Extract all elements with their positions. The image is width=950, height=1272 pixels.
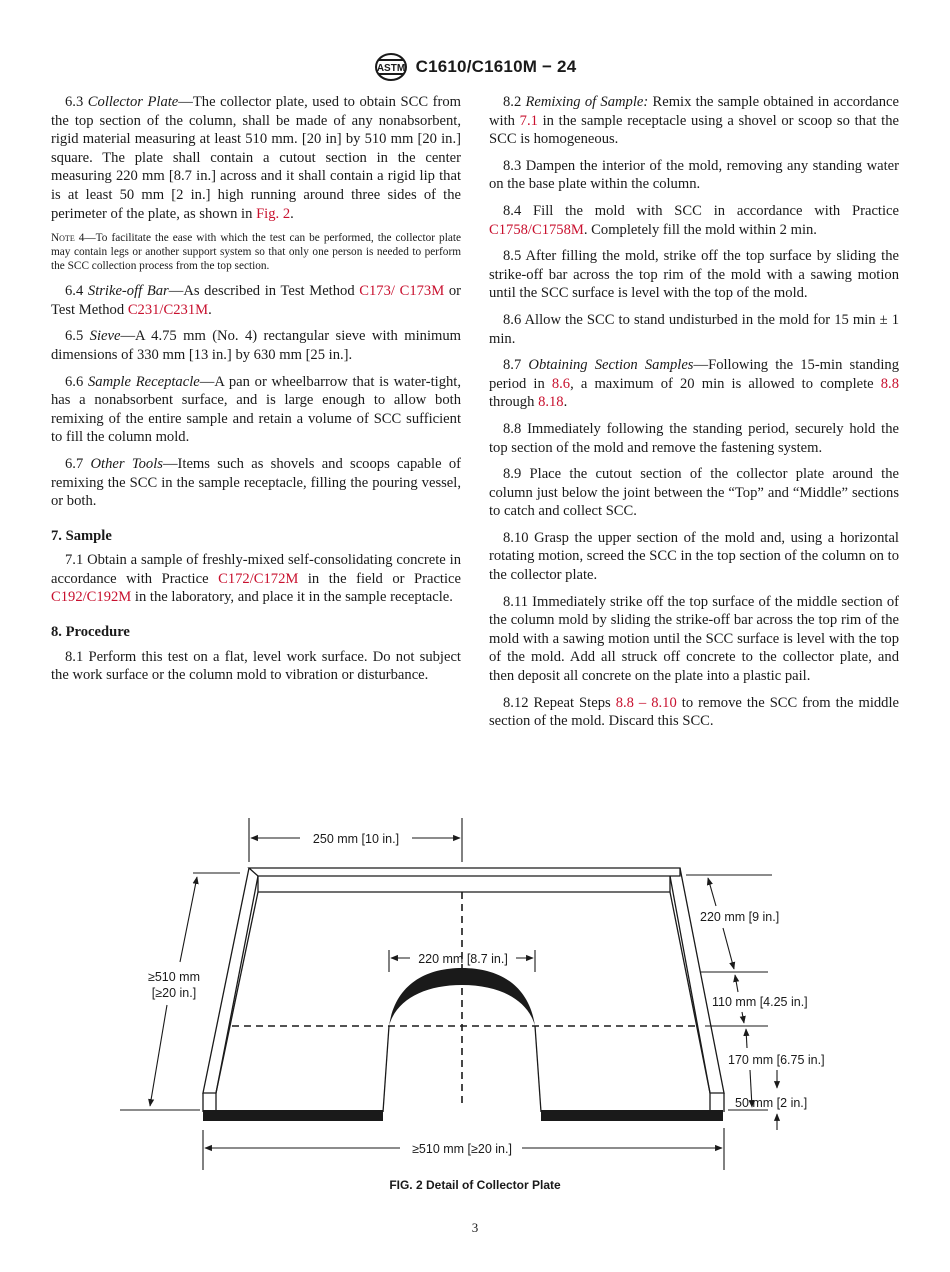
section-6-3: 6.3 Collector Plate—The collector plate, used to obtain SCC from the top section of the column, shall be made of any nonabsorbent, rigid material measuring at least 510 mm. [20 in] by 510 mm [20 in.] square. The plate shall contain a cutout section in the center measuring 220 mm [8.7 in.] across and it shall contain a rigid lip that is at least 50 mm [2 in.] high running around three sides of the perimeter of the plate, as shown in Fig. 2. <box>51 94 462 222</box>
section-6-6: 6.6 Sample Receptacle—A pan or wheelbarrow that is water-tight, has a nonabsorbent surface, and is large enough to allow both remixing of the entire sample and retain a volume of SCC sufficient to fill the column mold. <box>51 373 461 446</box>
c173-link[interactable]: C173/ C173M <box>359 283 445 300</box>
ref-8-8-8-10-link[interactable]: 8.8 – 8.10 <box>615 694 677 711</box>
astm-logo-icon <box>374 52 408 82</box>
left-column <box>51 93 461 693</box>
section-8-7: 8.7 Obtaining Section Samples—Following the 15-min standing period in 8.6, a maximum of 20 min is allowed to complete 8.8 through 8.18. <box>489 357 899 411</box>
c231-link[interactable]: C231/C231M <box>127 301 209 318</box>
section-6-4: 6.4 Strike-off Bar—As described in Test Method C173/ C173M or Test Method C231/C231M. <box>51 283 461 318</box>
dim-50: 50 mm [2 in.] <box>735 1096 808 1110</box>
c172-link[interactable]: C172/C172M <box>218 570 299 587</box>
section-8-2: 8.2 Remixing of Sample: Remix the sample obtained in accordance with 7.1 in the sample receptacle using a shovel or scoop so that the SCC is homogeneous. <box>489 94 900 148</box>
heading-sample: 7. Sample <box>51 527 112 544</box>
plate-left-lip <box>203 868 258 1093</box>
section-8-4: 8.4 Fill the mold with SCC in accordance with Practice C1758/C1758M. Completely fill the mold within 2 min. <box>489 202 899 238</box>
plate-front-right <box>541 1110 723 1121</box>
section-8-11: 8.11 Immediately strike off the top surface of the middle section of the column mold by sliding the strike-off bar across the top rim of the mold with a sawing motion until the SCC surface is level with the top of the mold. Add all struck off concrete to the collector plate, and then deposit all concrete on the plate into a plastic pail. <box>489 593 899 685</box>
dim-220-right: 220 mm [9 in.] <box>700 910 780 924</box>
ref-8-6-link[interactable]: 8.6 <box>551 375 571 392</box>
plate-back-rim <box>249 868 680 876</box>
section-8-8: 8.8 Immediately following the standing period, securely hold the top section of the mold and remove the fastening system. <box>489 420 899 456</box>
section-8-12: 8.12 Repeat Steps 8.8 – 8.10 to remove the SCC from the middle section of the mold. Discard this SCC. <box>489 694 900 730</box>
svg-text:ASTM: ASTM <box>376 63 405 74</box>
dim-510-b: [≥20 in.] <box>151 986 197 1000</box>
section-8-10: 8.10 Grasp the upper section of the mold and, using a horizontal rotating motion, screed the SCC in the top section of the column on to the collector plate. <box>489 529 899 584</box>
plate-front-left <box>203 1110 383 1121</box>
c1758-link[interactable]: C1758/C1758M <box>489 221 584 238</box>
figure-caption: FIG. 2 Detail of Collector Plate <box>389 1178 561 1192</box>
page-header <box>0 52 950 87</box>
document-id: C1610/C1610M − 24 <box>415 57 577 76</box>
right-column <box>489 93 899 739</box>
ref-7-1-link[interactable]: 7.1 <box>519 112 538 129</box>
dim-170: 170 mm [6.75 in.] <box>728 1053 825 1067</box>
plate-right-lip <box>670 868 724 1093</box>
ref-8-8-link[interactable]: 8.8 <box>880 375 899 392</box>
section-8-6: 8.6 Allow the SCC to stand undisturbed in the mold for 15 min ± 1 min. <box>489 311 899 347</box>
dim-220: 220 mm [8.7 in.] <box>418 952 508 966</box>
dim-110: 110 mm [4.25 in.] <box>712 995 808 1009</box>
heading-procedure: 8. Procedure <box>51 624 130 641</box>
section-8-5: 8.5 After filling the mold, strike off the top surface by sliding the strike-off bar across the top rim of the mold with a sawing motion until the SCC surface is level with the top of the mold. <box>489 248 899 302</box>
section-8-9: 8.9 Place the cutout section of the collector plate around the column just below the joint between the “Top” and “Middle” sections to catch and collect SCC. <box>489 466 899 520</box>
ref-8-18-link[interactable]: 8.18 <box>538 394 564 411</box>
page-number: 3 <box>471 1220 479 1235</box>
section-7-1: 7.1 Obtain a sample of freshly-mixed self-consolidating concrete in accordance with Practice C172/C172M in the field or Practice C192/C192M in the laboratory, and place it in the sample receptacle. <box>51 552 461 606</box>
fig2-link[interactable]: Fig. 2 <box>256 205 291 222</box>
dim-250: 250 mm [10 in.] <box>312 832 400 846</box>
dim-510-width: ≥510 mm [≥20 in.] <box>412 1142 512 1156</box>
c192-link[interactable]: C192/C192M <box>51 589 132 606</box>
section-8-1: 8.1 Perform this test on a flat, level work surface. Do not subject the work surface or the column mold to vibration or disturbance. <box>51 648 461 684</box>
note-4: Note 4—To facilitate the ease with which the test can be performed, the collector plate may contain legs or another support system so that only one person is needed to perform the SCC collection process from the top section. <box>51 232 461 273</box>
section-6-5: 6.5 Sieve—A 4.75 mm (No. 4) rectangular sieve with minimum dimensions of 330 mm [13 in.] by 630 mm [25 in.]. <box>51 328 461 363</box>
section-8-3: 8.3 Dampen the interior of the mold, removing any standing water on the base plate within the column. <box>489 157 899 193</box>
collector-plate-diagram <box>0 806 950 1196</box>
section-6-7: 6.7 Other Tools—Items such as shovels and scoops capable of remixing the SCC in the sample receptacle, filling the pouring vessel, or both. <box>51 455 461 510</box>
dim-510-a: ≥510 mm <box>147 970 201 984</box>
